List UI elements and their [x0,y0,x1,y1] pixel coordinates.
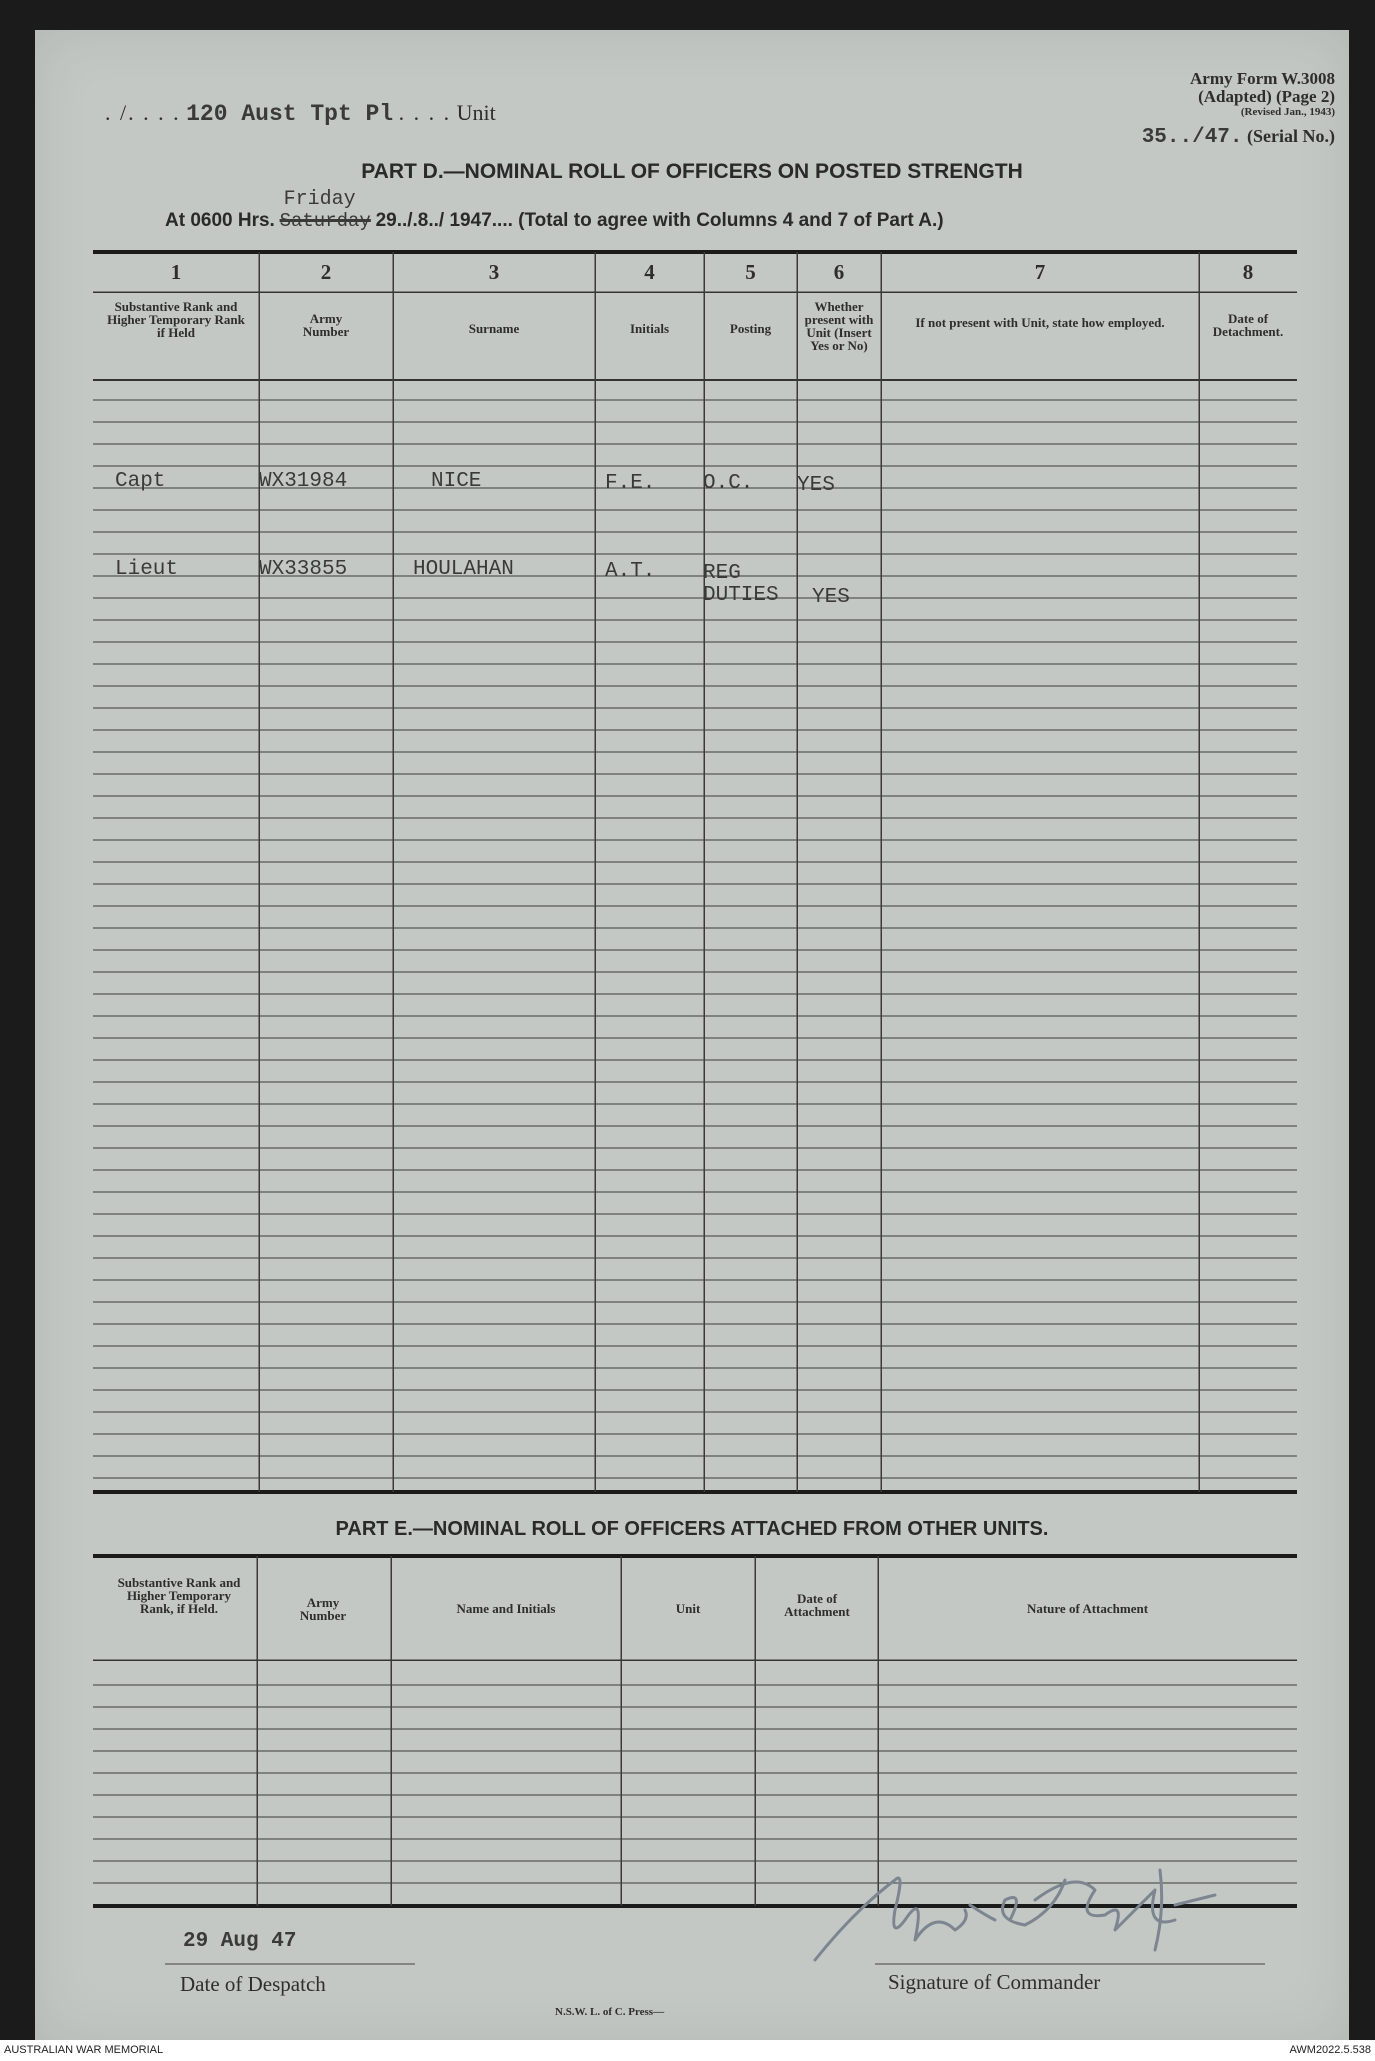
col-header-army-number: Army Number [302,311,350,339]
col-header-detachment: Date of Detachment. [1212,311,1284,339]
part-d-column-numbers [93,260,1297,290]
archive-left: AUSTRALIAN WAR MEMORIAL [4,2044,164,2056]
form-revised: (Revised Jan., 1943) [1240,106,1335,118]
e-header-nature: Nature of Attachment [1026,1601,1149,1616]
row-2-number: WX33855 [259,558,348,581]
day-inserted: Friday [283,188,356,211]
at-label: At 0600 Hrs. [165,210,275,231]
archive-right: AWM2022.5.538 [1289,2044,1371,2056]
printer-imprint: N.S.W. L. of C. Press— [555,2006,665,2018]
row-1-surname: NICE [431,470,482,493]
col-header-initials: Initials [629,321,669,336]
despatch-label: Date of Despatch [180,1972,326,1996]
unit-line: . /. . . . 120 Aust Tpt Pl . . . . Unit [105,100,496,127]
e-header-date: Date of Attachment [784,1591,850,1619]
part-e-title: PART E.—NOMINAL ROLL OF OFFICERS ATTACHED FROM OTHER UNITS. [335,1518,1049,1540]
col-num-2: 2 [320,260,332,284]
day-struck: Saturday [279,210,371,232]
date-text: 29../.8../ 1947.... (Total to agree with Columns 4 and 7 of Part A.) [375,210,944,231]
col-num-3: 3 [488,260,500,284]
despatch-value: 29 Aug 47 [183,1930,297,1953]
serial-value: 35../47. [1141,126,1243,149]
row-2-rank: Lieut [115,558,179,581]
form-title: Army Form W.3008 [1190,69,1335,88]
col-num-1: 1 [170,260,182,284]
col-num-7: 7 [1034,260,1046,284]
serial-label: (Serial No.) [1247,126,1335,146]
archive-strip [0,2040,1375,2061]
row-2-posting-2: DUTIES [703,584,779,607]
col-num-8: 8 [1242,260,1254,284]
col-num-5: 5 [745,260,756,284]
row-1-number: WX31984 [259,470,348,493]
e-header-name: Name and Initials [456,1601,556,1616]
part-d-title: PART D.—NOMINAL ROLL OF OFFICERS ON POSTED STRENGTH [361,160,1023,183]
row-1-initials: F.E. [605,472,656,495]
unit-value: 120 Aust Tpt Pl [186,101,394,127]
form-sheet [35,30,1349,2040]
e-header-rank: Substantive Rank and Higher Temporary Rank, if Held. [117,1575,241,1616]
col-header-present: Whether present with Unit (Insert Yes or No) [804,299,874,353]
row-1-posting: O.C. [703,472,754,495]
e-header-unit: Unit [675,1601,701,1616]
e-header-army-number: Army Number [299,1595,347,1623]
row-1-rank: Capt [115,470,166,493]
commander-signature [795,1850,1295,1980]
col-header-surname: Surname [468,321,520,336]
col-num-6: 6 [833,260,845,284]
row-2-initials: A.T. [605,560,656,583]
col-header-employed: If not present with Unit, state how employed. [915,315,1165,330]
row-2-surname: HOULAHAN [413,558,514,581]
col-header-posting: Posting [729,321,772,336]
unit-label: Unit [456,100,496,125]
col-num-4: 4 [644,260,655,284]
row-2-present: YES [812,586,850,609]
form-adapted: (Adapted) (Page 2) [1198,87,1335,106]
row-1-present: YES [797,474,835,497]
signature-label: Signature of Commander [888,1970,1101,1994]
col-header-rank: Substantive Rank and Higher Temporary Rank if Held [107,299,245,340]
row-2-posting-1: REG [703,562,741,585]
